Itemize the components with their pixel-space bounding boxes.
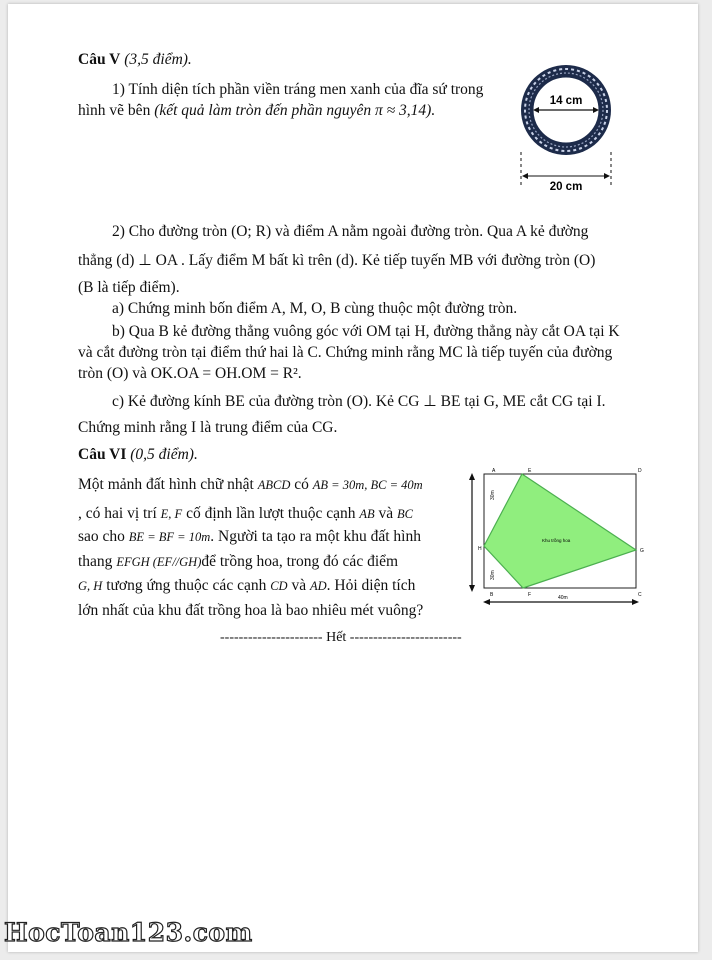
label-flower-area: Khu trồng hoa: [542, 538, 571, 543]
document-page: [8, 4, 698, 952]
height-arrow-top: [469, 473, 475, 480]
arrowhead-outer-left: [522, 173, 528, 179]
watermark: HocToan123.com: [4, 918, 253, 947]
q6-line1: Một mảnh đất hình chữ nhật ABCD có AB = 30m, BC = 40m: [78, 476, 423, 493]
width-arrow-right: [632, 599, 639, 605]
q5-part-b-line3: tròn (O) và OK.OA = OH.OM = R².: [78, 365, 302, 382]
label-30m-lower: 30m: [490, 570, 496, 580]
q5-part1-line2: hình vẽ bên (kết quả làm tròn đến phần nguyên π ≈ 3,14).: [78, 102, 436, 119]
q6-line6: lớn nhất của khu đất trồng hoa là bao nhiêu mét vuông?: [78, 602, 424, 619]
q6-line3: sao cho BE = BF = 10m. Người ta tạo ra một khu đất hình: [78, 528, 421, 545]
q5-part-c-line1: c) Kẻ đường kính BE của đường tròn (O). Kẻ CG ⊥ BE tại G, ME cắt CG tại I.: [112, 393, 606, 410]
q5-part-b-line1: b) Qua B kẻ đường thẳng vuông góc với OM tại H, đường thẳng này cắt OA tại K: [112, 323, 620, 340]
q5-part2-line2: thẳng (d) ⊥ OA . Lấy điểm M bất kì trên (d). Kẻ tiếp tuyến MB với đường tròn (O): [78, 252, 596, 269]
q6-line4: thang EFGH (EF//GH)để trồng hoa, trong đó các điểm: [78, 553, 399, 570]
q6-line5: G, H tương ứng thuộc các cạnh CD và AD. Hỏi diện tích: [78, 577, 416, 594]
label-H: H: [478, 546, 482, 552]
question-6-heading: Câu VI (0,5 điểm).: [78, 446, 198, 463]
q5-part2-line1: 2) Cho đường tròn (O; R) và điểm A nằm ngoài đường tròn. Qua A kẻ đường: [112, 223, 589, 240]
end-marker: ---------------------- Hết ------------------------: [220, 630, 462, 645]
q5-part-c-line2: Chứng minh rằng I là trung điểm của CG.: [78, 419, 338, 436]
height-arrow-bottom: [469, 585, 475, 592]
label-B: B: [490, 592, 494, 598]
label-C: C: [638, 592, 642, 598]
label-F: F: [528, 592, 532, 598]
land-figure: [464, 464, 648, 610]
label-A: A: [492, 468, 496, 474]
label-40m: 40m: [558, 595, 568, 601]
width-arrow-left: [483, 599, 490, 605]
question-5-heading: Câu V (3,5 điểm).: [78, 51, 192, 68]
label-30m: 30m: [490, 490, 496, 500]
inner-diameter-label: 14 cm: [549, 95, 583, 107]
outer-diameter-label: 20 cm: [549, 181, 583, 192]
q6-line2: , có hai vị trí E, F cố định lần lượt thuộc cạnh AB và BC: [78, 505, 413, 522]
label-D: D: [638, 468, 642, 474]
q5-part-a: a) Chứng minh bốn điểm A, M, O, B cùng thuộc một đường tròn.: [112, 300, 518, 317]
arrowhead-outer-right: [604, 173, 610, 179]
q5-part1-line1: 1) Tính diện tích phần viền tráng men xanh của đĩa sứ trong: [112, 81, 484, 98]
q5-part2-line3: (B là tiếp điểm).: [78, 279, 180, 296]
label-G: G: [640, 548, 644, 554]
label-E: E: [528, 468, 532, 474]
q5-part-b-line2: và cắt đường tròn tại điểm thứ hai là C. Chứng minh rằng MC là tiếp tuyến của đường: [78, 344, 613, 361]
plate-figure: [513, 60, 633, 192]
